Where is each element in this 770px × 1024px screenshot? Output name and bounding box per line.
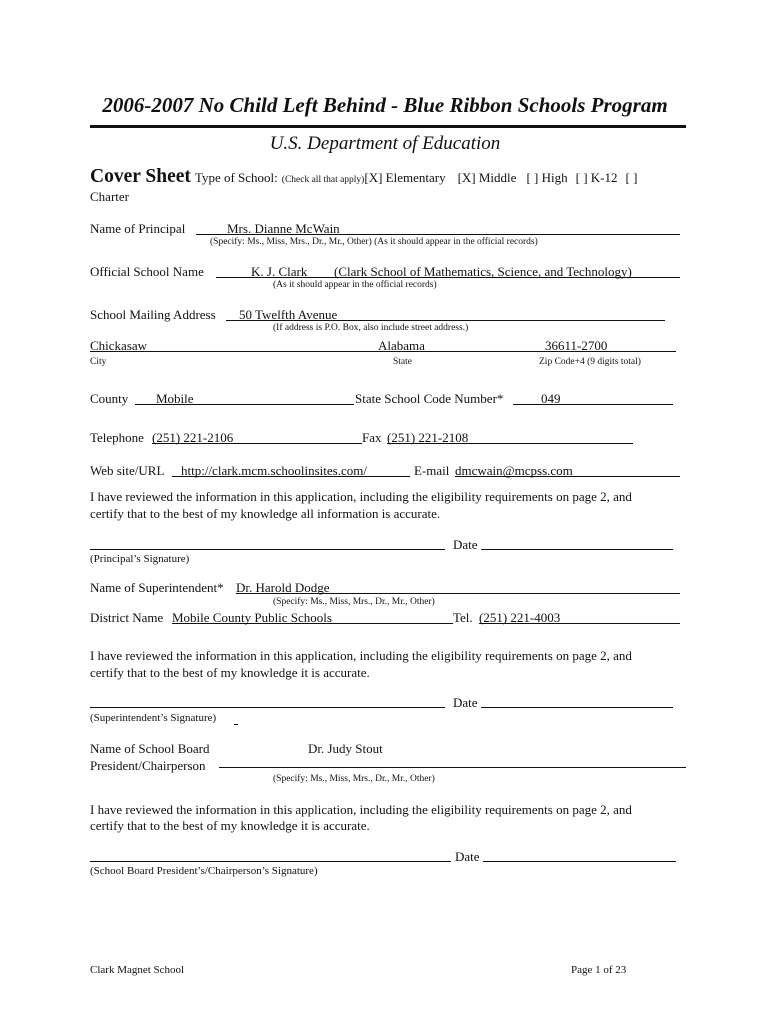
superintendent-signature-line[interactable] — [90, 707, 445, 708]
superintendent-note: (Specify: Ms., Miss, Mrs., Dr., Mr., Other) — [273, 597, 435, 607]
school-name-note: (As it should appear in the official records) — [273, 280, 437, 290]
superintendent-caption-underline — [234, 724, 238, 725]
certify-board-text-2: certify that to the best of my knowledge it is accurate. — [90, 818, 370, 833]
option-high[interactable]: [ ] High — [526, 170, 568, 185]
principal-field[interactable]: Mrs. Dianne McWain — [227, 221, 340, 236]
state-code-field[interactable]: 049 — [541, 391, 561, 406]
title-rule — [90, 125, 686, 128]
board-signature-caption: (School Board President’s/Chairperson’s Signature) — [90, 865, 318, 877]
district-tel-label: Tel. — [453, 610, 473, 625]
cover-sheet-line — [90, 166, 637, 188]
board-signature-line[interactable] — [90, 861, 451, 862]
address-label: School Mailing Address — [90, 307, 216, 322]
principal-date-line[interactable] — [481, 549, 673, 550]
option-elementary[interactable]: [X] Elementary — [364, 170, 446, 185]
city-caption: City — [90, 357, 107, 367]
footer-page-number: Page 1 of 23 — [571, 964, 627, 976]
fax-field[interactable]: (251) 221-2108 — [387, 430, 469, 445]
certify-board-text-1: I have reviewed the information in this application, including the eligibility requirements on page 2, and — [90, 802, 632, 817]
state-field[interactable]: Alabama — [378, 338, 425, 353]
principal-signature-caption: (Principal’s Signature) — [90, 553, 190, 565]
option-charter[interactable]: [ ] — [625, 170, 638, 185]
state-caption: State — [393, 357, 412, 367]
school-full-name-field[interactable]: (Clark School of Mathematics, Science, and Technology) — [334, 264, 632, 279]
zip-caption: Zip Code+4 (9 digits total) — [539, 357, 641, 367]
department-name: U.S. Department of Education — [269, 133, 501, 154]
district-tel-field[interactable]: (251) 221-4003 — [479, 610, 561, 625]
certify-superintendent-text-1: I have reviewed the information in this application, including the eligibility requirements on page 2, and — [90, 648, 632, 663]
telephone-field[interactable]: (251) 221-2106 — [152, 430, 234, 445]
school-name-label: Official School Name — [90, 264, 204, 279]
footer-school-name: Clark Magnet School — [90, 964, 185, 976]
certify-principal-text-2: certify that to the best of my knowledge all information is accurate. — [90, 506, 441, 521]
board-note: (Specify: Ms., Miss, Mrs., Dr., Mr., Other) — [273, 774, 435, 784]
board-president-field[interactable]: Dr. Judy Stout — [308, 741, 383, 756]
check-all-note: (Check all that apply) — [281, 175, 365, 185]
fax-label: Fax — [362, 430, 382, 445]
address-field[interactable]: 50 Twelfth Avenue — [239, 307, 338, 322]
superintendent-label: Name of Superintendent* — [90, 580, 224, 595]
certify-principal-text-1: I have reviewed the information in this application, including the eligibility requirements on page 2, and — [90, 489, 632, 504]
document-title: 2006-2007 No Child Left Behind - Blue Ribbon Schools Program — [102, 93, 668, 117]
telephone-label: Telephone — [90, 430, 144, 445]
charter-label: Charter — [90, 189, 129, 204]
website-label: Web site/URL — [90, 463, 165, 478]
principal-date-label: Date — [453, 537, 478, 552]
county-label: County — [90, 391, 129, 406]
type-of-school-label: Type of School: — [194, 170, 278, 185]
superintendent-signature-caption: (Superintendent’s Signature) — [90, 712, 217, 724]
board-president-underline — [219, 767, 686, 768]
state-code-label: State School Code Number* — [355, 391, 504, 406]
board-date-label: Date — [455, 849, 480, 864]
school-name-field[interactable]: K. J. Clark — [251, 264, 308, 279]
principal-label: Name of Principal — [90, 221, 186, 236]
zip-field[interactable]: 36611-2700 — [545, 338, 608, 353]
county-field[interactable]: Mobile — [156, 391, 194, 406]
certify-superintendent-text-2: certify that to the best of my knowledge it is accurate. — [90, 665, 370, 680]
cover-sheet-heading: Cover Sheet — [90, 166, 191, 187]
email-label: E-mail — [414, 463, 450, 478]
superintendent-field[interactable]: Dr. Harold Dodge — [236, 580, 330, 595]
superintendent-date-line[interactable] — [481, 707, 673, 708]
email-field[interactable]: dmcwain@mcpss.com — [455, 463, 573, 478]
board-label-line1: Name of School Board — [90, 741, 210, 756]
district-field[interactable]: Mobile County Public Schools — [172, 610, 332, 625]
city-field[interactable]: Chickasaw — [90, 338, 148, 353]
board-date-line[interactable] — [483, 861, 676, 862]
district-label: District Name — [90, 610, 164, 625]
superintendent-date-label: Date — [453, 695, 478, 710]
principal-signature-line[interactable] — [90, 549, 445, 550]
website-field[interactable]: http://clark.mcm.schoolinsites.com/ — [181, 463, 367, 478]
board-label-line2: President/Chairperson — [90, 758, 206, 773]
address-note: (If address is P.O. Box, also include street address.) — [273, 323, 469, 333]
option-k12[interactable]: [ ] K-12 — [575, 170, 618, 185]
option-middle[interactable]: [X] Middle — [457, 170, 517, 185]
principal-note: (Specify: Ms., Miss, Mrs., Dr., Mr., Other) (As it should appear in the official records) — [210, 237, 538, 247]
state-code-underline — [513, 404, 673, 405]
